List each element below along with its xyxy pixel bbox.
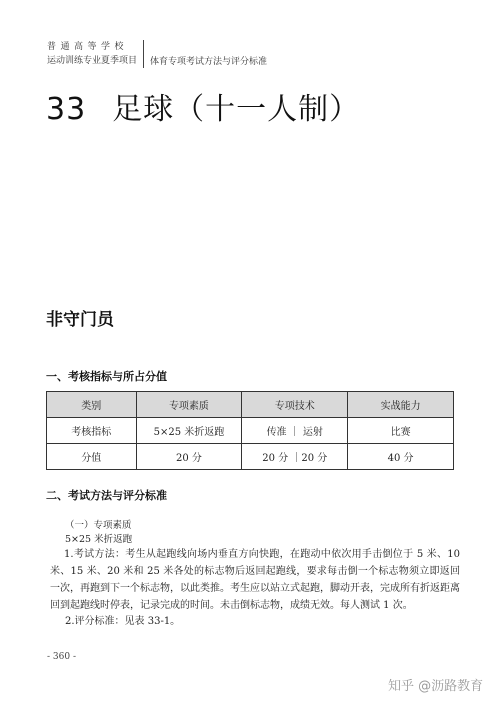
table-header-cell: 专项技术 [242, 392, 348, 418]
table-header-row [47, 392, 454, 418]
table-cell: 分值 [47, 444, 137, 470]
table-header-cell: 实战能力 [348, 392, 454, 418]
method-paragraph: 1.考试方法：考生从起跑线向场内垂直方向快跑，在跑动中依次用手击倒位于 5 米、10 米、15 米、20 米和 25 米各处的标志物后返回起跑线，要求每击倒一个标志物须立即返回一次，再跑到下一个标志物，以此类推。考生应以站立式起跑，脚动开表，完成所有折返距离回到起跑线时停表，记录完成的时间。未击倒标志物，成绩无效。每人测试 1 次。 [50, 549, 460, 611]
table-header-cell: 类别 [47, 392, 137, 418]
header-left [47, 40, 144, 68]
test-item-title: 5×25 米折返跑 [65, 534, 133, 545]
chapter-heading [46, 84, 360, 128]
chapter-number: 33 [46, 92, 87, 127]
table-cell: 20 分 [136, 444, 242, 470]
header-school-type: 普通高等学校 [47, 42, 129, 52]
chapter-title: 足球（十一人制） [112, 92, 361, 127]
header-major: 运动训练专业夏季项目 [47, 56, 138, 66]
table-cell: 考核指标 [47, 418, 137, 444]
table-row [47, 418, 454, 444]
running-header [47, 40, 267, 68]
table-cell: 40 分 [348, 444, 454, 470]
header-book-title: 体育专项考试方法与评分标准 [150, 57, 268, 67]
table-cell: 比赛 [348, 418, 454, 444]
table-cell: 传准 ｜ 运射 [242, 418, 348, 444]
page-number: - 360 - [47, 652, 76, 662]
score-table [46, 391, 454, 470]
subsection-title: （一）专项素质 [65, 520, 132, 531]
table-row [47, 444, 454, 470]
table-header-cell: 专项素质 [136, 392, 242, 418]
watermark: 知乎 @沥路教育 [388, 679, 484, 694]
heading-methods: 二、考试方法与评分标准 [46, 489, 167, 502]
standard-line: 2.评分标准：见表 33-1。 [65, 616, 181, 627]
table-cell: 5×25 米折返跑 [136, 418, 242, 444]
table-cell: 20 分 ｜20 分 [242, 444, 348, 470]
heading-indicators: 一、考核指标与所占分值 [46, 370, 167, 383]
section-title: 非守门员 [46, 310, 114, 330]
